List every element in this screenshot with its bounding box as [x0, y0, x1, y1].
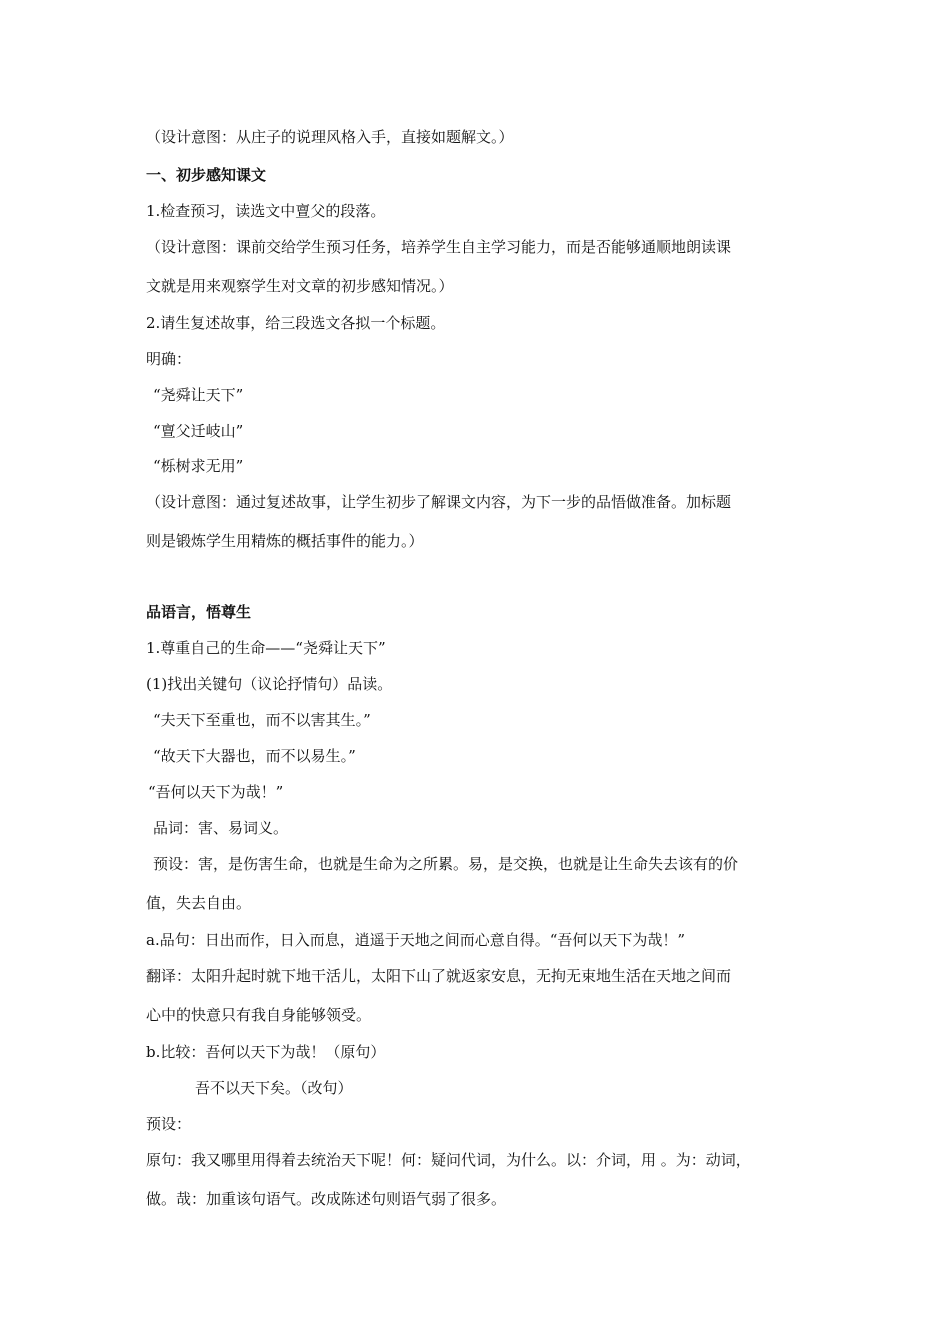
key-sentence-3: “吾何以天下为哉！” [148, 783, 284, 801]
design-intent-note-1: （设计意图：从庄子的说理风格入手，直接如题解文。） [146, 128, 514, 146]
step-2-text: 2.请生复述故事，给三段选文各拟一个标题。 [146, 314, 446, 332]
answer-label: 明确： [146, 350, 192, 368]
preset-answer-1-cont: 值，失去自由。 [146, 894, 252, 912]
original-sentence-analysis-cont: 做。哉：加重该句语气。改成陈述句则语气弱了很多。 [146, 1190, 507, 1208]
title-item-1: “尧舜让天下” [153, 386, 244, 404]
revised-sentence: 吾不以天下矣。（改句） [195, 1079, 353, 1097]
original-sentence-analysis: 原句：我又哪里用得着去统治天下呢！何：疑问代词，为什么。以：介词，用 。为：动词， [146, 1151, 751, 1169]
translation-text: 翻译：太阳升起时就下地干活儿，太阳下山了就返家安息，无拘无束地生活在天地之间而 [146, 967, 732, 985]
preset-label: 预设： [146, 1115, 192, 1133]
key-sentence-1: “夫天下至重也，而不以害其生。” [153, 711, 371, 729]
comparison-b: b.比较：吾何以天下为哉！（原句） [146, 1043, 386, 1061]
preset-answer-1: 预设：害，是伤害生命，也就是生命为之所累。易，是交换，也就是让生命失去该有的价 [153, 855, 739, 873]
key-sentence-2: “故天下大器也，而不以易生。” [153, 747, 356, 765]
design-intent-note-3: （设计意图：通过复述故事，让学生初步了解课文内容，为下一步的品悟做准备。加标题 [146, 493, 732, 511]
subsection-1-title: 1.尊重自己的生命——“尧舜让天下” [146, 639, 386, 657]
section-heading-1: 一、初步感知课文 [146, 166, 267, 184]
word-study-text: 品词：害、易词义。 [153, 819, 289, 837]
title-item-3: “栎树求无用” [153, 457, 244, 475]
sentence-study-a: a.品句：日出而作，日入而息，逍遥于天地之间而心意自得。“吾何以天下为哉！” [146, 931, 686, 949]
design-intent-note-2-cont: 文就是用来观察学生对文章的初步感知情况。） [146, 277, 454, 295]
step-1-text: 1.检查预习，读选文中亶父的段落。 [146, 202, 386, 220]
section-heading-2: 品语言，悟尊生 [146, 603, 252, 621]
design-intent-note-3-cont: 则是锻炼学生用精炼的概括事件的能力。） [146, 532, 424, 550]
translation-text-cont: 心中的快意只有我自身能够领受。 [146, 1006, 372, 1024]
design-intent-note-2: （设计意图：课前交给学生预习任务，培养学生自主学习能力，而是否能够通顺地朗读课 [146, 238, 732, 256]
step-1-1-text: (1)找出关键句（议论抒情句）品读。 [146, 675, 393, 693]
title-item-2: “亶父迁岐山” [153, 422, 244, 440]
